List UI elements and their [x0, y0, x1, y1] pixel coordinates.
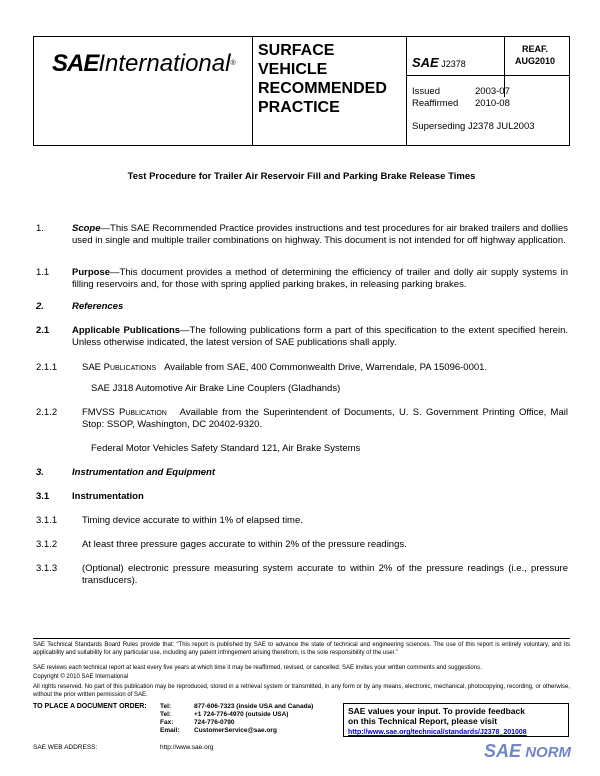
fax-label: Fax: [160, 719, 174, 726]
tel-label: Tel: [160, 703, 172, 710]
superseding-note: Superseding J2378 JUL2003 [412, 121, 535, 132]
watermark-norm: NORM [525, 744, 572, 761]
footer-rights: All rights reserved. No part of this publication may be reproduced, stored in a retrieval system or transmitted, in any form or by any means, electronic, mechanical, photocopying, recording, or otherwise, without the prior written permission of SAE. [33, 684, 570, 698]
section-text: Timing device accurate to within 1% of elapsed time. [82, 515, 303, 526]
issued-label: Issued [412, 86, 440, 97]
section-text: Available from SAE, 400 Commonwealth Drive, Warrendale, PA 15096-0001. [164, 362, 488, 373]
issued-value: 2003-07 [475, 86, 510, 97]
section-heading: FMVSS Publication [82, 407, 167, 418]
logo-trademark: ® [230, 60, 236, 67]
tel2-value[interactable]: +1 724-776-4970 (outside USA) [194, 711, 289, 718]
section-text: —This document provides a method of determining the efficiency of trailer and dolly air supply systems in filling reservoirs and, for those with spring applied parking brakes, in releasing parking brakes. [72, 267, 568, 290]
section-applicable-publications [72, 325, 568, 348]
web-link[interactable]: http://www.sae.org [160, 744, 214, 751]
report-type-line: VEHICLE [258, 61, 328, 78]
section-scope [72, 223, 568, 246]
section-number: 1.1 [36, 267, 50, 278]
section-text: Available from the Superintendent of Documents, U. S. Government Printing Office, Mail Stop: SSOP, Washington, DC 20402-9320. [82, 407, 568, 430]
section-number: 3. [36, 467, 44, 478]
section-number: 3.1.3 [36, 563, 58, 574]
footer-rules: SAE Technical Standards Board Rules provide that: “This report is published by SAE to advance the state of technical and engineering sciences. The use of this report is entirely voluntary, and its applicability and suitability for any particular use, including any patent infringement arising therefrom, is the sole responsibility of the user.” [33, 642, 570, 656]
section-fmvss-publication [82, 407, 568, 430]
section-text: —The following publications form a part of this specification to the extent specified herein. Unless otherwise indicated, the latest version of SAE publications shall apply. [72, 325, 568, 348]
reaf-line: AUG2010 [514, 56, 556, 66]
section-purpose [72, 267, 568, 290]
section-number: 3.1 [36, 491, 50, 502]
reaffirmed-badge [505, 43, 565, 67]
header-divider [406, 75, 570, 76]
section-heading: References [72, 301, 124, 312]
reaffirmed-value: 2010-08 [475, 98, 510, 109]
section-heading: Applicable Publications [72, 325, 181, 336]
footer-copyright: Copyright © 2010 SAE International [33, 674, 129, 680]
order-contacts [160, 703, 313, 735]
header-divider [252, 37, 253, 145]
tel-value[interactable]: 877-606-7323 (inside USA and Canada) [194, 703, 314, 710]
section-number: 3.1.2 [36, 539, 58, 550]
report-type-line: SURFACE [258, 42, 335, 59]
tel2-label: Tel: [160, 711, 172, 718]
footer-review: SAE reviews each technical report at least every five years at which time it may be reaffirmed, revised, or cancelled. SAE invites your written comments and suggestions. [33, 665, 482, 671]
report-type [258, 41, 387, 117]
section-number: 3.1.1 [36, 515, 58, 526]
feedback-box [343, 703, 569, 737]
section-heading: SAE Publications [82, 362, 157, 373]
order-label: TO PLACE A DOCUMENT ORDER: [33, 703, 147, 710]
reaf-line: REAF. [521, 44, 548, 54]
footer-divider [33, 638, 570, 639]
section-sae-publications [82, 362, 568, 374]
watermark-sae: SAE [484, 741, 522, 761]
reference-sae-j318: SAE J318 Automotive Air Brake Line Couplers (Gladhands) [91, 383, 341, 394]
report-type-line: PRACTICE [258, 99, 340, 116]
reference-fmvss-121: Federal Motor Vehicles Safety Standard 121, Air Brake Systems [91, 443, 361, 454]
sae-norm-watermark [484, 741, 571, 762]
report-type-line: RECOMMENDED [258, 80, 387, 97]
email-label: Email: [160, 727, 180, 734]
standard-prefix: SAE [412, 55, 439, 70]
sae-international-logo [52, 52, 236, 76]
logo-sae: SAE [52, 50, 99, 77]
fax-value: 724-776-0790 [194, 719, 235, 726]
email-link[interactable]: CustomerService@sae.org [194, 727, 277, 734]
section-text: (Optional) electronic pressure measuring system accurate to within 2% of the pressure readings (i.e., pressure transducers). [82, 563, 568, 586]
logo-international: International [98, 50, 231, 77]
header-divider [406, 37, 407, 145]
section-number: 2.1.2 [36, 407, 58, 418]
section-number: 2. [36, 301, 44, 312]
section-text: —This SAE Recommended Practice provides instructions and test procedures for air braked trailers and dollies used in single and multiple trailer combinations on highway. This document is not intended for off highway application. [72, 223, 568, 246]
section-number: 2.1.1 [36, 362, 58, 373]
section-heading: Instrumentation [72, 491, 144, 502]
standard-number [412, 55, 466, 70]
document-title: Test Procedure for Trailer Air Reservoir Fill and Parking Brake Release Times [127, 171, 476, 182]
feedback-link[interactable]: http://www.sae.org/technical/standards/J2378_201008 [348, 729, 527, 736]
section-number: 1. [36, 223, 44, 234]
section-heading: Instrumentation and Equipment [72, 467, 216, 478]
reaffirmed-label: Reaffirmed [412, 98, 459, 109]
section-number: 2.1 [36, 325, 50, 336]
feedback-line: on this Technical Report, please visit [348, 716, 498, 726]
web-label: SAE WEB ADDRESS: [33, 744, 98, 751]
section-heading: Scope [72, 223, 101, 234]
issue-dates [412, 86, 510, 110]
standard-number-value: J2378 [441, 59, 466, 69]
section-heading: Purpose [72, 267, 111, 278]
section-text: At least three pressure gages accurate to within 2% of the pressure readings. [82, 539, 407, 550]
feedback-line: SAE values your input. To provide feedback [348, 706, 525, 716]
